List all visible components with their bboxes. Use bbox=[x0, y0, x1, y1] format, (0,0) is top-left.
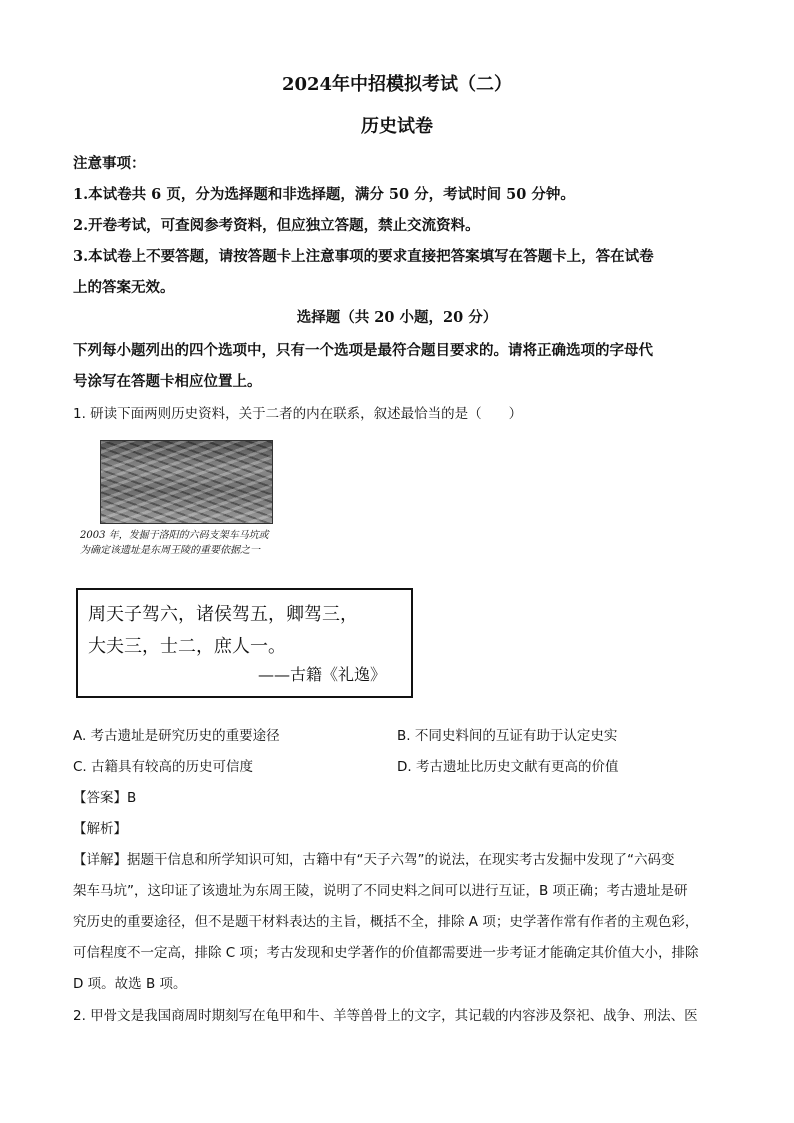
section-instruction-line-1: 下列每小题列出的四个选项中，只有一个选项是最符合题目要求的。请将正确选项的字母代 bbox=[73, 342, 653, 359]
quote-line-1: 周天子驾六，诸侯驾五，卿驾三， bbox=[88, 604, 358, 625]
notice-item-1: 1.本试卷共 6 页，分为选择题和非选择题，满分 50 分，考试时间 50 分钟。 bbox=[73, 186, 575, 203]
notice-heading: 注意事项： bbox=[73, 155, 146, 172]
answer-label: 【答案】B bbox=[73, 790, 137, 806]
quote-source: ——古籍《礼逸》 bbox=[258, 665, 387, 684]
detail-line-3: 究历史的重要途径，但不是题干材料表达的主旨，概括不全，排除 A 项；史学著作常有作者的主观色彩， bbox=[73, 914, 699, 930]
section-title: 选择题（共 20 小题，20 分） bbox=[296, 309, 498, 326]
chariot-pit-photo bbox=[100, 440, 273, 524]
notice-item-2: 2.开卷考试，可查阅参考资料，但应独立答题，禁止交流资料。 bbox=[73, 217, 480, 234]
detail-line-1: 【详解】据题干信息和所学知识可知，古籍中有“天子六驾”的说法，在现实考古发掘中发现了“六码变 bbox=[73, 852, 675, 868]
photo-caption-line-1: 2003 年，发掘于洛阳的六码支架车马坑或 bbox=[80, 530, 269, 541]
ancient-text-quote-box bbox=[76, 588, 413, 698]
option-d: D. 考古遗址比历史文献有更高的价值 bbox=[397, 759, 619, 775]
detail-line-2: 架车马坑”，这印证了该遗址为东周王陵，说明了不同史料之间可以进行互证，B 项正确；考古遗址是研 bbox=[73, 883, 688, 899]
quote-line-2: 大夫三，士二，庶人一。 bbox=[88, 636, 286, 657]
option-b: B. 不同史料间的互证有助于认定史实 bbox=[397, 728, 618, 744]
section-instruction-line-2: 号涂写在答题卡相应位置上。 bbox=[73, 373, 262, 390]
photo-caption-line-2: 为确定该遗址是东周王陵的重要依据之一 bbox=[80, 545, 260, 556]
exam-title: 2024年中招模拟考试（二） bbox=[281, 74, 513, 95]
detail-line-5: D 项。故选 B 项。 bbox=[73, 976, 187, 992]
detail-line-4: 可信程度不一定高，排除 C 项；考古发现和史学著作的价值都需要进一步考证才能确定其价值大小，排除 bbox=[73, 945, 699, 961]
question-2-stem: 2. 甲骨文是我国商周时期刻写在龟甲和牛、羊等兽骨上的文字，其记载的内容涉及祭祀、战争、刑法、医 bbox=[73, 1008, 698, 1024]
analysis-label: 【解析】 bbox=[73, 821, 127, 837]
exam-subject: 历史试卷 bbox=[361, 116, 433, 137]
option-a: A. 考古遗址是研究历史的重要途径 bbox=[73, 728, 280, 744]
notice-item-3-line-1: 3.本试卷上不要答题，请按答题卡上注意事项的要求直接把答案填写在答题卡上，答在试卷 bbox=[73, 248, 654, 265]
notice-item-3-line-2: 上的答案无效。 bbox=[73, 279, 175, 296]
question-1-stem: 1. 研读下面两则历史资料，关于二者的内在联系，叙述最恰当的是（ ） bbox=[73, 406, 523, 422]
option-c: C. 古籍具有较高的历史可信度 bbox=[73, 759, 254, 775]
